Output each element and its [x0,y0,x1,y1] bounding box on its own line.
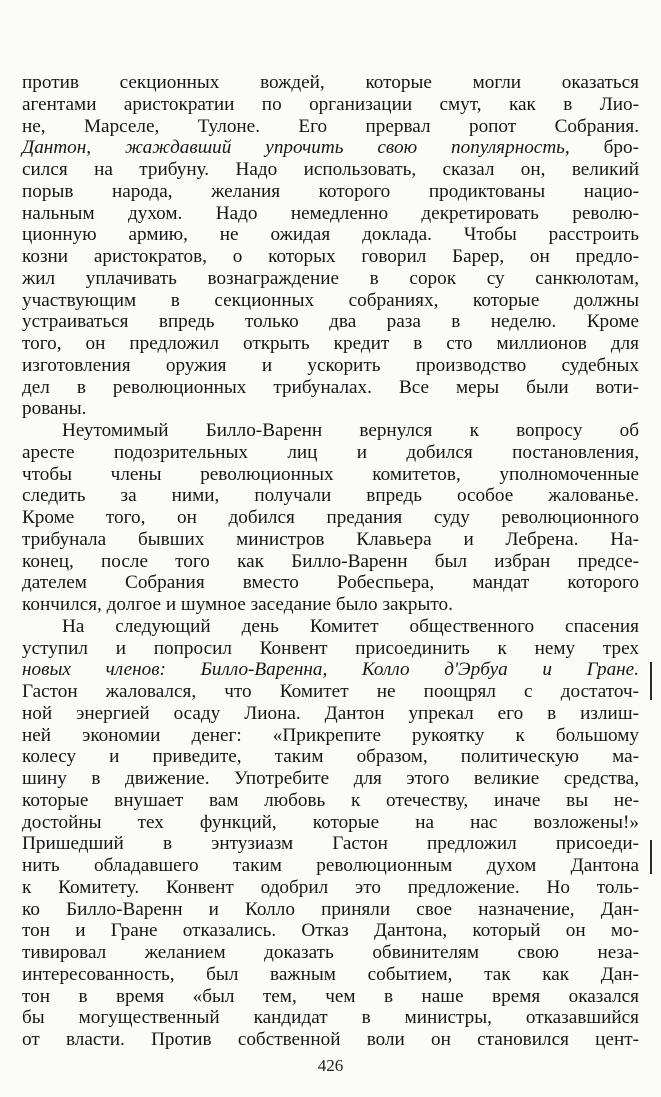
margin-line-mark [650,662,652,700]
text-line [22,768,639,790]
text-segment: ко Билло-Варенн и Колло приняли свое назначение, Дан- [22,898,639,920]
text-line [22,942,639,964]
text-line [22,703,639,725]
text-line [22,224,639,246]
text-line [22,116,639,138]
text-segment: шину в движение. Употребите для этого великие средства, [22,768,639,789]
text-line [22,725,639,747]
text-line [22,137,639,159]
text-line [22,1007,639,1029]
text-line [22,507,639,529]
text-line [22,181,639,203]
text-segment: кончился, долгое и шумное заседание было закрыто. [22,594,453,615]
text-segment: к Комитету. Конвент одобрил это предложение. Но толь- [22,876,639,898]
text-line [22,986,639,1008]
text-line [22,616,639,638]
text-segment: бро- [569,137,639,159]
text-line [22,442,639,464]
text-line [22,290,639,312]
text-line [22,311,639,333]
text-segment: сился на трибуну. Надо использовать, сказал он, великий [22,159,639,180]
text-line [22,790,639,812]
italic-text-segment: новых членов: Билло-Варенна, Колло д'Эрбуа и Гране. [22,659,639,681]
text-line [22,964,639,986]
text-segment: ной энергией осаду Лиона. Дантон упрекал его в излиш- [22,702,639,724]
text-segment: аресте подозрительных лиц и добился постановления, [22,441,639,463]
text-line [22,94,639,116]
margin-line-mark [650,840,652,874]
text-segment: Кроме того, он добился предания суду революционного [22,507,639,528]
text-line [22,333,639,355]
text-line [22,855,639,877]
text-segment: достойны тех функций, которые на нас возложены!» [22,811,639,833]
text-line [22,833,639,855]
text-line [22,572,639,594]
text-segment: Пришедший в энтузиазм Гастон предложил присоеди- [22,833,639,855]
text-segment: чтобы члены революционных комитетов, уполномоченные [22,463,639,485]
text-segment: порыв народа, желания которого продиктованы нацио- [22,180,639,202]
text-segment: агентами аристократии по организации смут, как в Лио- [22,93,639,115]
text-segment: бы могущественный кандидат в министры, отказавшийся [22,1007,639,1029]
text-line [22,529,639,551]
text-segment: тивировал желанием доказать обвинителям свою неза- [22,942,639,963]
text-segment: жил уплачивать вознаграждение в сорок су санкюлотам, [22,267,639,289]
text-segment: рованы. [22,398,87,420]
page-body-text [22,72,639,1051]
text-segment: ционную армию, не ожидая доклада. Чтобы расстроить [22,224,639,246]
text-line [22,551,639,573]
text-line [22,812,639,834]
text-line [22,594,639,616]
text-segment: тон в время «был тем, чем в наше время оказался [22,985,639,1007]
text-line [22,1029,639,1051]
text-line [22,203,639,225]
text-line [22,899,639,921]
text-segment: На следующий день Комитет общественного спасения [62,615,639,637]
text-segment: которые внушает вам любовь к отечеству, иначе вы не- [22,789,639,811]
text-segment: Гастон жаловался, что Комитет не поощрял с достаточ- [22,681,639,702]
text-segment: козни аристократов, о которых говорил Барер, он предло- [22,246,639,267]
text-segment: Неутомимый Билло-Варенн вернулся к вопросу об [62,420,639,441]
text-segment: дел в революционных трибуналах. Все меры были воти- [22,376,639,398]
italic-text-segment: Дантон, жаждавший упрочить свою популярность, [22,137,570,159]
text-line [22,268,639,290]
text-line [22,464,639,486]
text-segment: следить за ними, получали впредь особое жалованье. [22,485,639,507]
text-segment: не, Марселе, Тулоне. Его прервал ропот Собрания. [22,115,639,137]
text-segment: того, он предложил открыть кредит в сто миллионов для [22,333,639,354]
text-segment: против секционных вождей, которые могли оказаться [22,72,639,93]
text-line [22,72,639,94]
text-line [22,638,639,660]
text-segment: тон и Гране отказались. Отказ Дантона, который он мо- [22,920,639,942]
text-segment: ней экономии денег: «Прикрепите рукоятку к большому [22,724,639,746]
text-line [22,159,639,181]
page-number: 426 [317,1056,344,1075]
text-segment: конец, после того как Билло-Варенн был избран предсе- [22,550,639,572]
text-segment: нальным духом. Надо немедленно декретировать револю- [22,202,639,224]
text-segment: интересованность, был важным событием, так как Дан- [22,963,639,985]
text-segment: нить обладавшего таким революционным духом Дантона [22,855,639,876]
text-line [22,246,639,268]
text-segment: дателем Собрания вместо Робеспьера, мандат которого [22,572,639,594]
text-segment: колесу и приведите, таким образом, политическую ма- [22,746,639,768]
text-line [22,355,639,377]
text-line [22,485,639,507]
text-line [22,877,639,899]
text-segment: устраиваться впредь только два раза в неделю. Кроме [22,311,639,333]
text-line [22,746,639,768]
text-segment: уступил и попросил Конвент присоединить к нему трех [22,637,639,659]
text-segment: от власти. Против собственной воли он становился цент- [22,1029,639,1050]
text-segment: трибунала бывших министров Клавьера и Лебрена. На- [22,528,639,550]
text-line [22,920,639,942]
text-line [22,377,639,399]
text-line [22,681,639,703]
text-line [22,420,639,442]
text-segment: изготовления оружия и ускорить производство судебных [22,354,639,376]
text-line [22,659,639,681]
text-segment: участвующим в секционных собраниях, которые должны [22,289,639,311]
text-line [22,398,639,420]
